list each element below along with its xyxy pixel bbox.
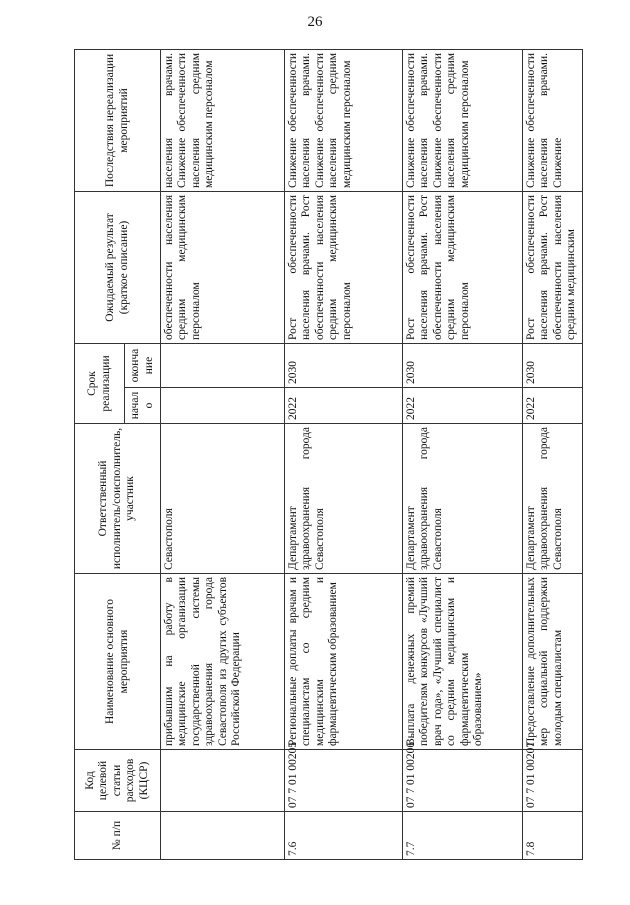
cell-start: 2022 <box>285 388 403 424</box>
cell-consequences: населения врачами. Снижение обеспеченности населения средним медицинским персоналом <box>161 50 285 192</box>
cell-result: обеспеченности населения средним медицинским персоналом <box>161 192 285 344</box>
header-consequences: Последствия нереализации мероприятий <box>75 50 161 192</box>
cell-result: Рост обеспеченности населения врачами. Рост обеспеченности населения средним медицинским <box>523 192 583 344</box>
cell-end: 2030 <box>285 344 403 388</box>
cell-executor: Департамент здравоохранения города Севастополя <box>403 424 523 574</box>
cell-code: 07 7 01 00206 <box>403 750 523 812</box>
table-row <box>285 50 403 860</box>
page-number: 26 <box>307 14 323 30</box>
cell-code <box>161 750 285 812</box>
cell-start <box>161 388 285 424</box>
cell-num: 7.7 <box>403 812 523 860</box>
cell-executor: Департамент здравоохранения города Севастополя <box>523 424 583 574</box>
header-num: № п/п <box>75 812 161 860</box>
cell-end <box>161 344 285 388</box>
table-row <box>523 50 583 860</box>
cell-name: Региональные доплаты врачам и специалистам со средним медицинским и фармацевтическим образованием <box>285 574 403 750</box>
cell-name: Предоставление дополнительных мер социальной поддержки молодым специалистам <box>523 574 583 750</box>
rotated-table-container <box>74 50 578 860</box>
cell-result: Рост обеспеченности населения врачами. Рост обеспеченности населения средним медицинским персоналом <box>403 192 523 344</box>
header-start: начало <box>125 388 161 424</box>
cell-code: 07 7 01 00207 <box>523 750 583 812</box>
header-code: Код целевой статьи расходов (КЦСР) <box>75 750 161 812</box>
cell-end: 2030 <box>523 344 583 388</box>
header-term: Срок реализации <box>75 344 125 424</box>
cell-executor: Севастополя <box>161 424 285 574</box>
cell-result: Рост обеспеченности населения врачами. Рост обеспеченности населения средним медицинским персоналом <box>285 192 403 344</box>
cell-consequences: Снижение обеспеченности населения врачами. Снижение обеспеченности населения средним медицинским персоналом <box>403 50 523 192</box>
cell-num <box>161 812 285 860</box>
header-executor: Ответственный исполнитель/соисполнитель, участник <box>75 424 161 574</box>
cell-num: 7.6 <box>285 812 403 860</box>
header-end: окончание <box>125 344 161 388</box>
header-name: Наименование основного мероприятия <box>75 574 161 750</box>
cell-start: 2022 <box>523 388 583 424</box>
table-row <box>161 50 285 860</box>
cell-name: Выплата денежных премий победителям конкурсов «Лучший врач года», «Лучший специалист со средним медицинским и фармацевтическим образованием» <box>403 574 523 750</box>
cell-start: 2022 <box>403 388 523 424</box>
cell-end: 2030 <box>403 344 523 388</box>
cell-code: 07 7 01 00205 <box>285 750 403 812</box>
cell-name: прибывшим на работу в медицинские организации государственной системы здравоохранения города Севастополя из других субъектов Российской Федерации <box>161 574 285 750</box>
cell-consequences: Снижение обеспеченности населения врачами. Снижение <box>523 50 583 192</box>
header-result: Ожидаемый результат (краткое описание) <box>75 192 161 344</box>
measures-table <box>74 49 583 860</box>
table-row <box>403 50 523 860</box>
cell-num: 7.8 <box>523 812 583 860</box>
cell-executor: Департамент здравоохранения города Севастополя <box>285 424 403 574</box>
cell-consequences: Снижение обеспеченности населения врачами. Снижение обеспеченности населения средним медицинским персоналом <box>285 50 403 192</box>
